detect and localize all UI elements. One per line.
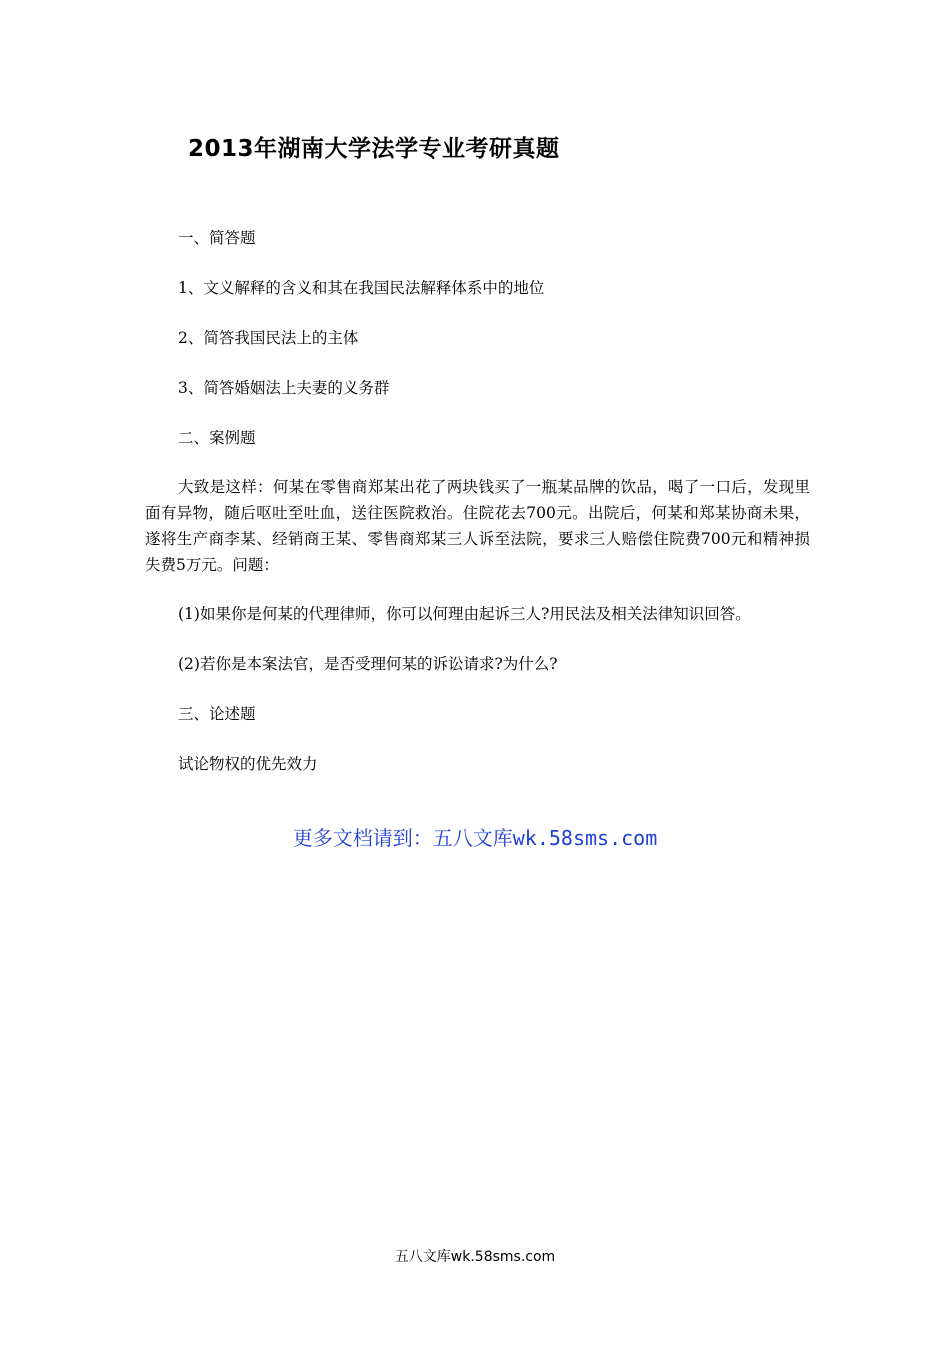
question-1: 1、文义解释的含义和其在我国民法解释体系中的地位 xyxy=(178,279,545,297)
section-heading-case: 二、案例题 xyxy=(178,429,256,447)
case-paragraph: 大致是这样：何某在零售商郑某出花了两块钱买了一瓶某品牌的饮品，喝了一口后，发现里面有异物，随后呕吐至吐血，送往医院救治。住院花去700元。出院后，何某和郑某协商未果，遂将生产商李某、经销商王某、零售商郑某三人诉至法院，要求三人赔偿住院费700元和精神损失费5万元。问题： xyxy=(145,478,810,574)
question-2: 2、简答我国民法上的主体 xyxy=(178,329,359,347)
section-heading-short-answer: 一、简答题 xyxy=(178,229,256,247)
case-question-1: (1)如果你是何某的代理律师，你可以何理由起诉三人?用民法及相关法律知识回答。 xyxy=(178,605,751,623)
section-heading-essay: 三、论述题 xyxy=(178,705,256,723)
page-footer: 五八文库wk.58sms.com xyxy=(394,1249,556,1265)
essay-question: 试论物权的优先效力 xyxy=(178,755,318,773)
promo-link[interactable]: 更多文档请到：五八文库wk.58sms.com xyxy=(292,826,658,850)
case-question-2: (2)若你是本案法官，是否受理何某的诉讼请求?为什么? xyxy=(178,655,558,673)
question-3: 3、简答婚姻法上夫妻的义务群 xyxy=(178,379,390,397)
page-title: 2013年湖南大学法学专业考研真题 xyxy=(188,136,560,162)
